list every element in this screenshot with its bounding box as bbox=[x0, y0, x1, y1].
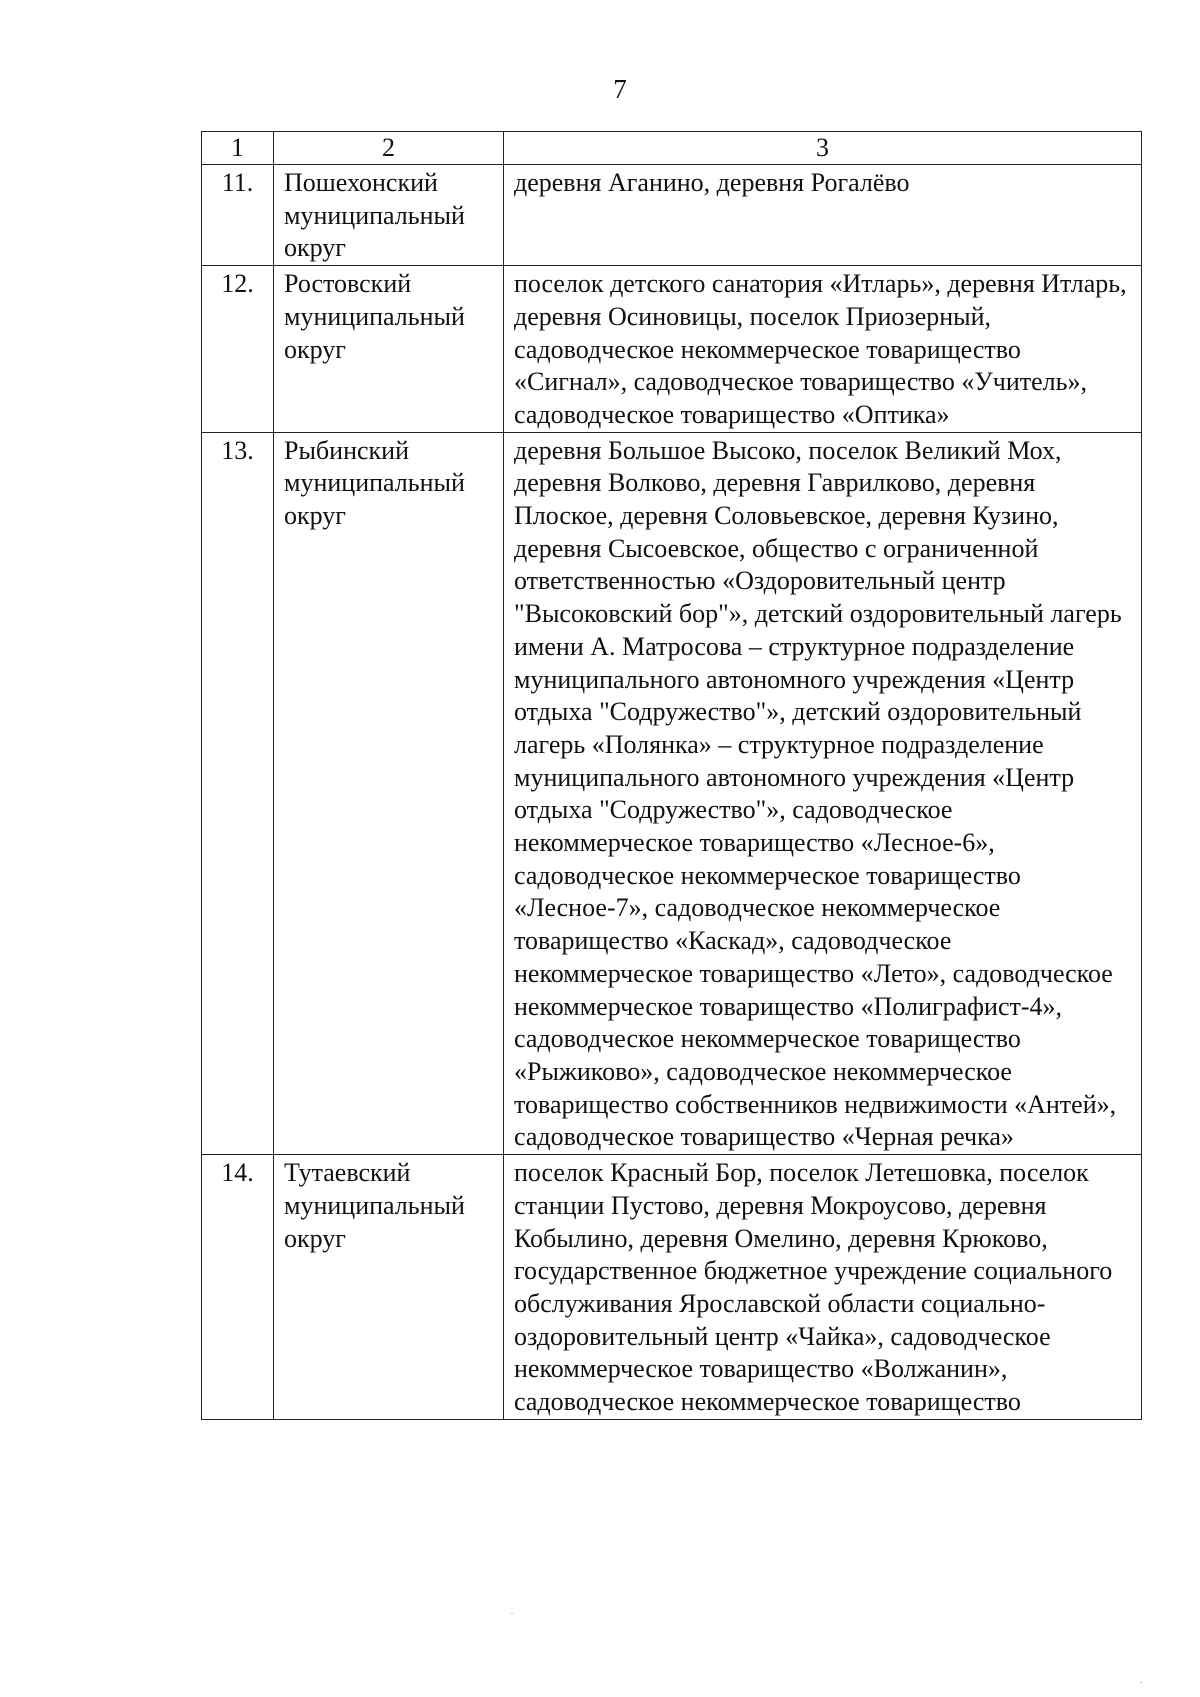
district-name: Рыбинский муниципальный округ bbox=[274, 432, 504, 1154]
row-number: 14. bbox=[202, 1155, 274, 1420]
scan-speck bbox=[511, 1613, 513, 1614]
column-header-3: 3 bbox=[504, 132, 1142, 165]
district-name: Ростовский муниципальный округ bbox=[274, 266, 504, 433]
district-name: Пошехонский муниципальный округ bbox=[274, 165, 504, 266]
settlements-list: деревня Большое Высоко, поселок Великий Мох, деревня Волково, деревня Гаврилково, деревня Плоское, деревня Соловьевское, деревня Кузино, деревня Сысоевское, общество с ограниченной ответственностью «Оздоровительный центр "Высоковский бор"», детский оздоровительный лагерь имени А. Матросова – структурное подразделение муниципального автономного учреждения «Центр отдыха "Содружество"», детский оздоровительный лагерь «Полянка» – структурное подразделение муниципального автономного учреждения «Центр отдыха "Содружество"», садоводческое некоммерческое товарищество «Лесное-6», садоводческое некоммерческое товарищество «Лесное-7», садоводческое некоммерческое товарищество «Каскад», садоводческое некоммерческое товарищество «Лето», садоводческое некоммерческое товарищество «Полиграфист-4», садоводческое некоммерческое товарищество «Рыжиково», садоводческое некоммерческое товарищество собственников недвижимости «Антей», садоводческое товарищество «Черная речка» bbox=[504, 432, 1142, 1154]
settlements-table bbox=[201, 131, 1142, 1420]
table-row bbox=[202, 1155, 1142, 1420]
table-row bbox=[202, 165, 1142, 266]
column-header-2: 2 bbox=[274, 132, 504, 165]
row-number: 12. bbox=[202, 266, 274, 433]
settlements-list: деревня Аганино, деревня Рогалёво bbox=[504, 165, 1142, 266]
page-number: 7 bbox=[613, 74, 627, 104]
settlements-list: поселок Красный Бор, поселок Летешовка, поселок станции Пустово, деревня Мокроусово, деревня Кобылино, деревня Омелино, деревня Крюково, государственное бюджетное учреждение социального обслуживания Ярославской области социально-оздоровительный центр «Чайка», садоводческое некоммерческое товарищество «Волжанин», садоводческое некоммерческое товарищество bbox=[504, 1155, 1142, 1420]
district-name: Тутаевский муниципальный округ bbox=[274, 1155, 504, 1420]
table-row bbox=[202, 432, 1142, 1154]
column-header-1: 1 bbox=[202, 132, 274, 165]
table-header-row bbox=[202, 132, 1142, 165]
table-row bbox=[202, 266, 1142, 433]
row-number: 11. bbox=[202, 165, 274, 266]
settlements-list: поселок детского санатория «Итларь», деревня Итларь, деревня Осиновицы, поселок Приозерный, садоводческое некоммерческое товарищество «Сигнал», садоводческое товарищество «Учитель», садоводческое товарищество «Оптика» bbox=[504, 266, 1142, 433]
row-number: 13. bbox=[202, 432, 274, 1154]
scan-speck bbox=[1140, 1682, 1142, 1683]
